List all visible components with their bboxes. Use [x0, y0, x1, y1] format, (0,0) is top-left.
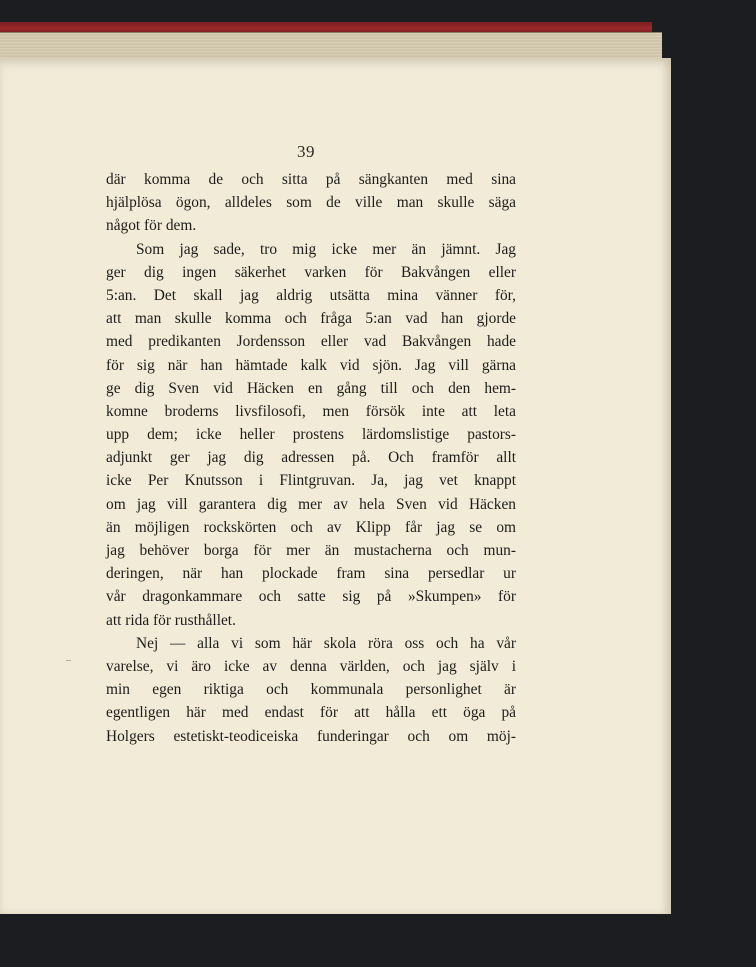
text-line: min egen riktiga och kommunala personlighet är [106, 681, 516, 699]
text-line: ge dig Sven vid Häcken en gång till och den hem- [106, 379, 516, 397]
margin-mark [66, 660, 71, 661]
text-line: Holgers estetiskt-teodiceiska funderingar och om möj- [106, 727, 516, 745]
text-line: varelse, vi äro icke av denna världen, och jag själv i [106, 657, 516, 675]
text-line: hjälplösa ögon, alldeles som de ville man skulle säga [106, 194, 516, 212]
text-line: adjunkt ger jag dig adressen på. Och framför allt [106, 449, 516, 467]
page-stack-edge [0, 32, 662, 59]
text-line: något för dem. [106, 217, 197, 235]
text-line: med predikanten Jordensson eller vad Bakvången hade [106, 333, 516, 351]
text-line: icke Per Knutsson i Flintgruvan. Ja, jag vet knappt [106, 472, 516, 490]
page-number: 39 [297, 142, 315, 161]
text-line: 5:an. Det skall jag aldrig utsätta mina vänner för, [106, 286, 516, 304]
text-line: att rida för rusthållet. [106, 611, 236, 629]
text-line: för sig när han hämtade kalk vid sjön. Jag vill gärna [106, 356, 516, 374]
text-line: där komma de och sitta på sängkanten med sina [106, 171, 516, 188]
text-line: än möjligen rockskörten och av Klipp får jag se om [106, 518, 516, 536]
text-line: om jag vill garantera dig mer av hela Sven vid Häcken [106, 495, 516, 513]
body-text [106, 168, 516, 748]
text-line: deringen, när han plockade fram sina persedlar ur [106, 565, 516, 583]
text-line: Nej — alla vi som här skola röra oss och ha vår [136, 634, 516, 652]
text-line: upp dem; icke heller prostens lärdomslistige pastors- [106, 426, 516, 444]
text-line: egentligen här med endast för att hålla ett öga på [106, 704, 516, 722]
text-line: att man skulle komma och fråga 5:an vad han gjorde [106, 310, 516, 328]
text-line: vår dragonkammare och satte sig på »Skumpen» för [106, 588, 516, 606]
text-line: komne broderns livsfilosofi, men försök inte att leta [106, 402, 516, 420]
text-line: jag behöver borga för mer än mustacherna och mun- [106, 542, 516, 559]
text-line: Som jag sade, tro mig icke mer än jämnt. Jag [136, 240, 516, 258]
text-line: ger dig ingen säkerhet varken för Bakvången eller [106, 263, 516, 281]
